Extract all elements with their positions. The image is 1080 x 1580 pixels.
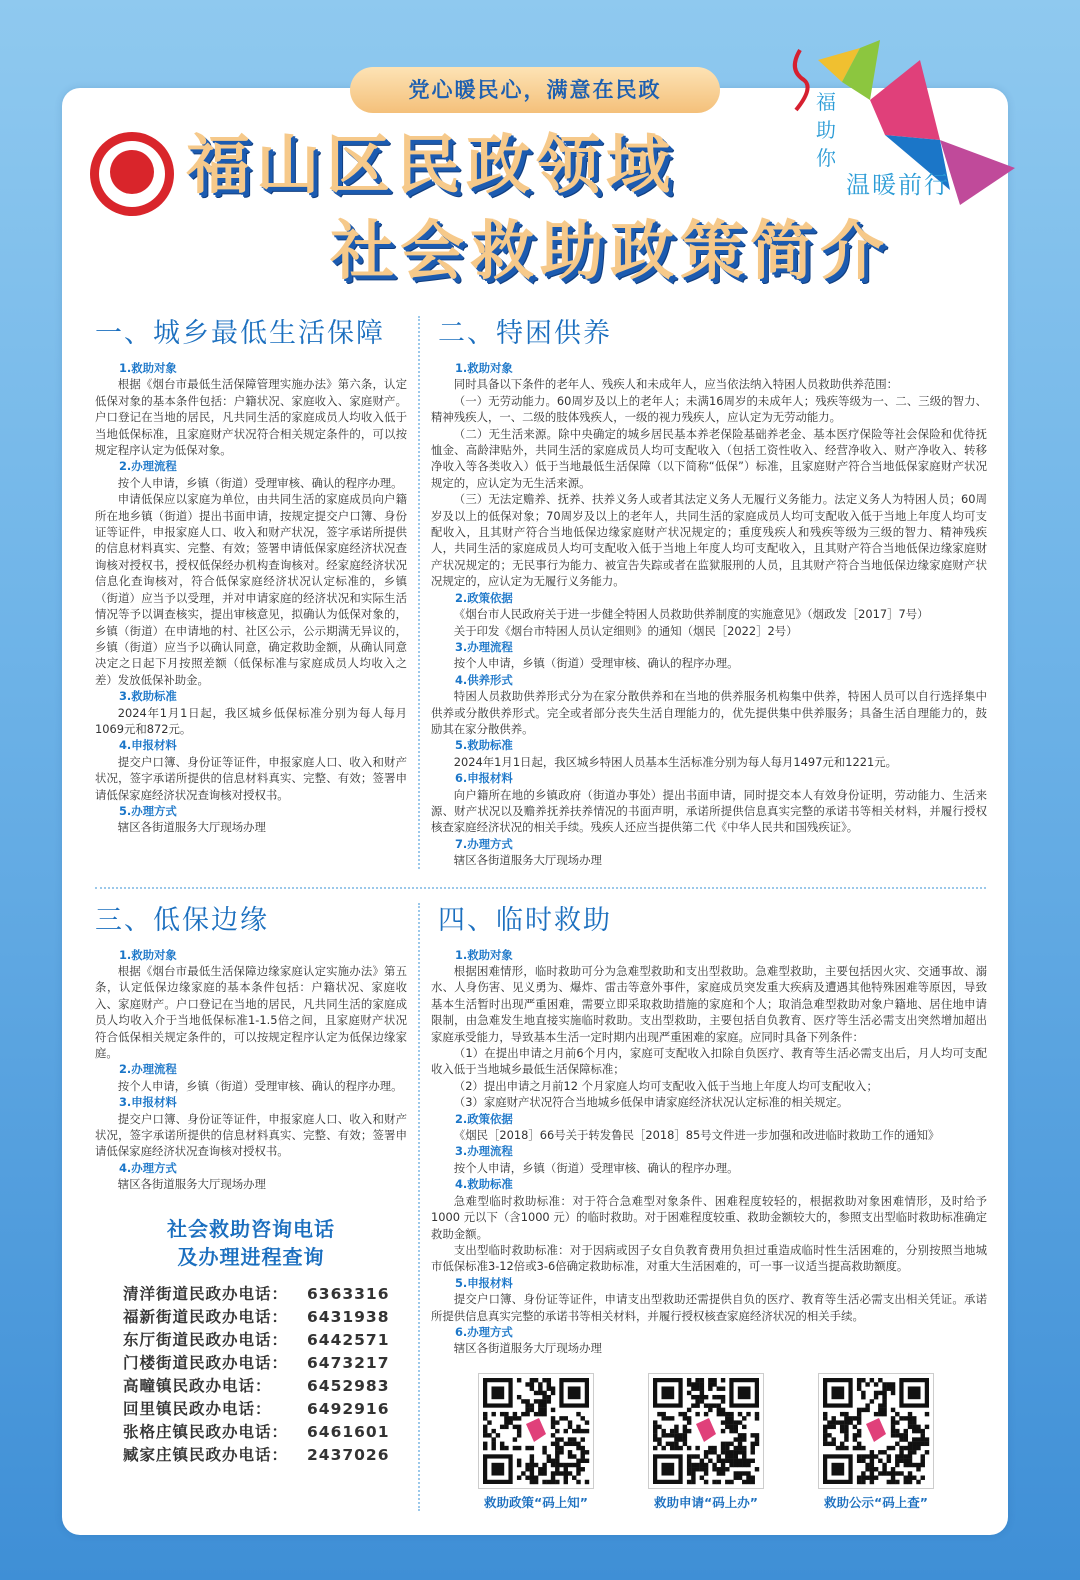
section-body-1 bbox=[95, 360, 407, 836]
paragraph: 根据《烟台市最低生活保障边缘家庭认定实施办法》第五条，认定低保边缘家庭的基本条件包括：户籍状况、家庭收入、家庭财产。户口登记在当地的居民，凡共同生活的家庭成员人均收入介于当地低保标准1-1.5倍之间，且家庭财产状况符合低保相关规定条件的，可以按规定程序认定为低保边缘家庭。 bbox=[95, 964, 407, 1061]
paragraph: 2024年1月1日起，我区城乡低保标准分别为每人每月1069元和872元。 bbox=[95, 705, 407, 736]
office-name: 东厅街道民政办电话： bbox=[123, 1330, 289, 1349]
section-3 bbox=[95, 903, 407, 1511]
paragraph: 申请低保应以家庭为单位，由共同生活的家庭成员向户籍所在地乡镇（街道）提出书面申请，按规定提交户口簿、身份证等证件，申报家庭人口、收入和财产状况，签字承诺所提供的信息材料真实、完整、有效；签署申请低保家庭经济状况查询核对授权书，授权低保经办机构查询核对。经家庭经济状况信息化查询核对，符合低保家庭经济状况认定标准的，乡镇（街道）应当予以受理，并对申请家庭的经济状况和实际生活情况等予以调查核实，提出审核意见，拟确认为低保对象的，乡镇（街道）在申请地的村、社区公示，公示期满无异议的，乡镇（街道）应当予以确认同意，确定救助金额，从确认同意决定之日起下月按照差额（低保标准与家庭成员人均收入之差）发放低保补助金。 bbox=[95, 492, 407, 687]
phone-number[interactable]: 6431938 bbox=[307, 1307, 390, 1326]
hotline-title-line-2: 及办理进程查询 bbox=[177, 1244, 325, 1269]
paragraph: 特困人员救助供养形式分为在家分散供养和在当地的供养服务机构集中供养，特困人员可以自行选择集中供养或分散供养形式。完全或者部分丧失生活自理能力的，优先提供集中供养服务；具备生活自理能力的，鼓励其在家分散供养。 bbox=[431, 689, 987, 736]
qr-caption-policy: 救助政策“码上知” bbox=[484, 1494, 588, 1510]
row-divider bbox=[95, 887, 986, 889]
paragraph: 提交户口簿、身份证等证件，申报家庭人口、收入和财产状况，签字承诺所提供的信息材料真实、完整、有效；签署申请低保家庭经济状况查询核对授权书。 bbox=[95, 1111, 407, 1159]
paragraph: 按个人申请，乡镇（街道）受理审核、确认的程序办理。 bbox=[453, 656, 739, 671]
poster-card bbox=[62, 88, 1008, 1535]
phone-number[interactable]: 6492916 bbox=[307, 1399, 390, 1418]
subsection-heading: 4.申报材料 bbox=[119, 738, 177, 753]
qr-pattern bbox=[479, 1374, 593, 1488]
section-title-2: 二、特困供养 bbox=[438, 318, 612, 349]
paragraph: 提交户口簿、身份证等证件，申报家庭人口、收入和财产状况，签字承诺所提供的信息材料真实、完整、有效；签署申请低保家庭经济状况查询核对授权书。 bbox=[95, 754, 407, 802]
phone-number[interactable]: 2437026 bbox=[307, 1445, 390, 1464]
qr-caption-publicity: 救助公示“码上查” bbox=[824, 1494, 928, 1510]
subsection-heading: 1.救助对象 bbox=[119, 361, 177, 375]
brand-horizontal-text: 温暖前行 bbox=[846, 171, 950, 199]
phone-number[interactable]: 6452983 bbox=[307, 1376, 390, 1395]
paragraph: 辖区各街道服务大厅现场办理 bbox=[117, 1177, 266, 1192]
subsection-heading: 5.救助标准 bbox=[455, 738, 513, 753]
paragraph: 关于印发《烟台市特困人员认定细则》的通知（烟民［2022］2号） bbox=[453, 623, 798, 638]
slogan-banner: 党心暖民心，满意在民政 bbox=[350, 67, 720, 113]
qr-center-logo-icon bbox=[696, 1418, 716, 1442]
paragraph: （二）无生活来源。除中央确定的城乡居民基本养老保险基础养老金、基本医疗保险等社会保险和优待抚恤金、高龄津贴外，共同生活的家庭成员人均可支配收入（包括工资性收入、经营净收入、财产净收入、转移净收入等各类收入）低于当地最低生活保障（以下简称“低保”）标准，且家庭财产符合当地低保家庭财产状况规定的，应认定为无生活来源。 bbox=[431, 426, 987, 490]
hotline-list bbox=[95, 1283, 407, 1467]
paragraph: 根据《烟台市最低生活保障管理实施办法》第六条，认定低保对象的基本条件包括：户籍状况、家庭收入、家庭财产。户口登记在当地的居民，凡共同生活的家庭成员人均收入低于当地低保标准，且家庭财产状况符合相关规定条件的，可以按规定程序认定为低保对象。 bbox=[95, 377, 407, 458]
hotline-entry bbox=[123, 1444, 407, 1467]
qr-code-publicity[interactable] bbox=[818, 1373, 934, 1489]
qr-code-apply[interactable] bbox=[648, 1373, 764, 1489]
hotline-entry bbox=[123, 1421, 407, 1444]
paragraph: 2024年1月1日起，我区城乡特困人员基本生活标准分别为每人每月1497元和1221元。 bbox=[453, 754, 897, 769]
subsection-heading: 2.办理流程 bbox=[119, 1062, 177, 1077]
paragraph: 《烟民［2018］66号关于转发鲁民［2018］85号文件进一步加强和改进临时救助工作的通知》 bbox=[453, 1128, 940, 1143]
hotline-title bbox=[95, 1215, 407, 1271]
qr-caption-apply: 救助申请“码上办” bbox=[654, 1494, 758, 1510]
qr-code-row bbox=[431, 1373, 987, 1511]
hotline-entry bbox=[123, 1375, 407, 1398]
subsection-heading: 2.政策依据 bbox=[455, 1111, 513, 1126]
office-name: 福新街道民政办电话： bbox=[123, 1307, 289, 1326]
subsection-heading: 5.办理方式 bbox=[119, 803, 177, 818]
subsection-heading: 1.救助对象 bbox=[455, 947, 513, 962]
qr-pattern bbox=[649, 1374, 763, 1488]
subsection-heading: 4.供养形式 bbox=[455, 672, 513, 687]
paragraph: 按个人申请，乡镇（街道）受理审核、确认的程序办理。 bbox=[117, 1078, 403, 1093]
column-divider bbox=[418, 903, 420, 1511]
paragraph: 《烟台市人民政府关于进一步健全特困人员救助供养制度的实施意见》（烟政发［2017］7号） bbox=[453, 607, 929, 622]
subsection-heading: 1.救助对象 bbox=[119, 947, 177, 962]
subsection-heading: 6.办理方式 bbox=[455, 1324, 513, 1339]
office-name: 回里镇民政办电话： bbox=[123, 1399, 272, 1418]
paragraph: （3）家庭财产状况符合当地城乡低保申请家庭经济状况认定标准的相关规定。 bbox=[453, 1095, 849, 1110]
qr-item-policy bbox=[456, 1373, 616, 1511]
section-4 bbox=[431, 903, 987, 1511]
column-divider bbox=[418, 316, 420, 869]
paragraph: 根据困难情形，临时救助可分为急难型救助和支出型救助。急难型救助，主要包括因火灾、交通事故、溺水、人身伤害、见义勇为、爆炸、雷击等意外事件，家庭成员突发重大疾病及遭遇其他特殊困难等原因，导致基本生活暂时出现严重困难，需要立即采取救助措施的家庭和个人；取消急难型救助对象户籍地、居住地申请限制，由急难发生地直接实施临时救助。支出型救助，主要包括自负教育、医疗等生活必需支出突然增加超出家庭承受能力，导致基本生活一定时期内出现严重困难的家庭。应同时具备下列条件： bbox=[431, 964, 987, 1044]
phone-number[interactable]: 6363316 bbox=[307, 1284, 390, 1303]
paragraph: 向户籍所在地的乡镇政府（街道办事处）提出书面申请，同时提交本人有效身份证明，劳动能力、生活来源、财产状况以及赡养抚养扶养情况的书面声明，承诺所提供信息真实完整的承诺书等相关材料，并履行授权核查家庭经济状况的相关手续。残疾人还应当提供第二代《中华人民共和国残疾证》。 bbox=[431, 787, 987, 835]
subsection-heading: 7.办理方式 bbox=[455, 836, 513, 851]
paragraph: （2）提出申请之月前12 个月家庭人均可支配收入低于当地上年度人均可支配收入； bbox=[453, 1078, 878, 1093]
section-body-4 bbox=[431, 947, 987, 1357]
qr-item-publicity bbox=[796, 1373, 956, 1511]
top-row bbox=[95, 316, 986, 869]
subsection-heading: 1.救助对象 bbox=[455, 361, 513, 375]
paragraph: 辖区各街道服务大厅现场办理 bbox=[453, 853, 602, 868]
office-name: 高疃镇民政办电话： bbox=[123, 1376, 272, 1395]
subsection-heading: 3.申报材料 bbox=[119, 1095, 177, 1110]
phone-number[interactable]: 6461601 bbox=[307, 1422, 390, 1441]
section-1 bbox=[95, 316, 407, 869]
subsection-heading: 2.政策依据 bbox=[455, 590, 513, 605]
title-line-1: 福山区民政领域 bbox=[186, 129, 676, 203]
paragraph: 辖区各街道服务大厅现场办理 bbox=[117, 820, 266, 835]
qr-code-policy[interactable] bbox=[478, 1373, 594, 1489]
subsection-heading: 4.办理方式 bbox=[119, 1160, 177, 1175]
paragraph: 提交户口簿、身份证等证件，申请支出型救助还需提供自负的医疗、教育等生活必需支出相关凭证。承诺所提供信息真实完整的承诺书等相关材料，并履行授权核查家庭经济状况的相关手续。 bbox=[431, 1292, 987, 1323]
paragraph: 按个人申请，乡镇（街道）受理审核、确认的程序办理。 bbox=[453, 1160, 739, 1175]
hotline-entry bbox=[123, 1306, 407, 1329]
title-line-2: 社会救助政策简介 bbox=[330, 215, 890, 289]
civil-affairs-emblem-icon bbox=[90, 132, 174, 216]
subsection-heading: 3.救助标准 bbox=[119, 689, 177, 704]
office-name: 臧家庄镇民政办电话： bbox=[123, 1445, 289, 1464]
paragraph: 按个人申请，乡镇（街道）受理审核、确认的程序办理。 bbox=[117, 475, 403, 490]
paragraph: 急难型临时救助标准：对于符合急难型对象条件、困难程度较轻的，根据救助对象困难情形，及时给予1000 元以下（含1000 元）的临时救助。对于困难程度较重、救助金额较大的，参照支出型临时救助标准确定救助金额。 bbox=[431, 1193, 987, 1241]
office-name: 清洋街道民政办电话： bbox=[123, 1284, 289, 1303]
subsection-heading: 3.办理流程 bbox=[455, 639, 513, 654]
paragraph: 支出型临时救助标准：对于因病或因子女自负教育费用负担过重造成临时性生活困难的，分别按照当地城市低保标准3-12倍或3-6倍确定救助标准，对重大生活困难的，可一事一议适当提高救助额度。 bbox=[431, 1242, 987, 1274]
office-name: 张格庄镇民政办电话： bbox=[123, 1422, 289, 1441]
subsection-heading: 4.救助标准 bbox=[455, 1177, 513, 1192]
section-title-3: 三、低保边缘 bbox=[95, 904, 269, 936]
phone-number[interactable]: 6442571 bbox=[307, 1330, 390, 1349]
phone-number[interactable]: 6473217 bbox=[307, 1353, 390, 1372]
section-title-4: 四、临时救助 bbox=[438, 904, 612, 936]
hotline-title-line-1: 社会救助咨询电话 bbox=[167, 1216, 335, 1241]
paragraph: 辖区各街道服务大厅现场办理 bbox=[453, 1341, 602, 1356]
section-body-3 bbox=[95, 947, 407, 1193]
section-title-1: 一、城乡最低生活保障 bbox=[95, 318, 385, 349]
subsection-heading: 6.申报材料 bbox=[455, 771, 513, 786]
subsection-heading: 2.办理流程 bbox=[119, 459, 177, 474]
bottom-row bbox=[95, 903, 986, 1511]
subsection-heading: 5.申报材料 bbox=[455, 1275, 513, 1290]
section-2 bbox=[431, 316, 987, 869]
brand-vertical-text: 福助你 bbox=[816, 90, 836, 170]
hotline-entry bbox=[123, 1329, 407, 1352]
hotline-entry bbox=[123, 1283, 407, 1306]
hotline-entry bbox=[123, 1352, 407, 1375]
qr-item-apply bbox=[626, 1373, 786, 1511]
qr-center-logo-icon bbox=[866, 1418, 886, 1442]
paragraph: 同时具备以下条件的老年人、残疾人和未成年人，应当依法纳入特困人员救助供养范围： bbox=[453, 377, 899, 392]
qr-pattern bbox=[819, 1374, 933, 1488]
brand-logo bbox=[770, 40, 1030, 220]
paragraph: （三）无法定赡养、抚养、扶养义务人或者其法定义务人无履行义务能力。法定义务人为特困人员；60周岁及以上的低保对象；70周岁及以上的老年人，共同生活的家庭成员人均可支配收入低于当地上年度人均可支配收入，且其财产符合当地低保边缘家庭财产状况规定的；重度残疾人和残疾等级为三级的智力、精神残疾人，共同生活的家庭成员人均可支配收入低于当地上年度人均可支配收入，且其财产符合当地低保边缘家庭财产状况规定的；无民事行为能力、被宣告失踪或者在监狱服刑的人员，且其财产符合当地低保边缘家庭财产状况规定的，应认定为无履行义务能力。 bbox=[431, 492, 987, 589]
paragraph: （1）在提出申请之月前6个月内，家庭可支配收入扣除自负医疗、教育等生活必需支出后，月人均可支配收入低于当地城乡最低生活保障标准； bbox=[431, 1046, 987, 1077]
subsection-heading: 3.办理流程 bbox=[455, 1144, 513, 1159]
section-body-2 bbox=[431, 360, 987, 869]
office-name: 门楼街道民政办电话： bbox=[123, 1353, 289, 1372]
paragraph: （一）无劳动能力。60周岁及以上的老年人；未满16周岁的未成年人；残疾等级为一、二、三级的智力、精神残疾人，一、二级的肢体残疾人，一级的视力残疾人，应认定为无劳动能力。 bbox=[431, 393, 987, 425]
qr-center-logo-icon bbox=[526, 1418, 546, 1442]
hotline-entry bbox=[123, 1398, 407, 1421]
